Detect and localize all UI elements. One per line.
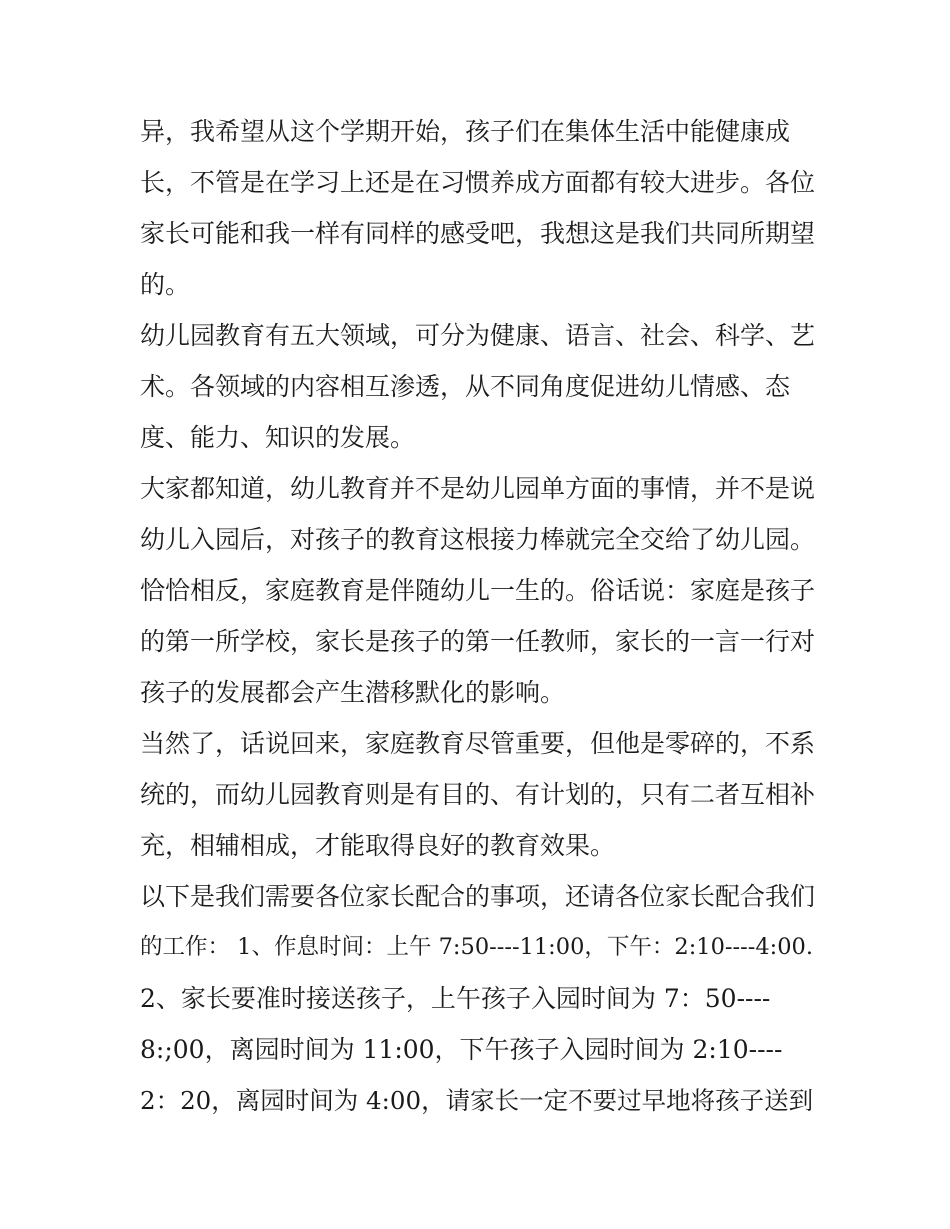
text-line: 长，不管是在学习上还是在习惯养成方面都有较大进步。各位 <box>140 168 816 197</box>
text-line: 大家都知道，幼儿教育并不是幼儿园单方面的事情，并不是说 <box>140 474 816 503</box>
text-line: 2：20，离园时间为 4:00，请家长一定不要过早地将孩子送到 <box>140 1086 814 1115</box>
text-line: 幼儿入园后，对孩子的教育这根接力棒就完全交给了幼儿园。 <box>140 525 816 554</box>
text-line: 充，相辅相成，才能取得良好的教育效果。 <box>140 831 616 860</box>
text-line: 2、家长要准时接送孩子，上午孩子入园时间为 7：50---- <box>140 984 771 1013</box>
text-line: 的工作： 1、作息时间：上午 7:50----11:00，下午：2:10----4:00. <box>140 934 814 960</box>
text-line: 的。 <box>140 270 191 299</box>
text-line: 幼儿园教育有五大领域，可分为健康、语言、社会、科学、艺 <box>140 321 816 350</box>
text-line: 异，我希望从这个学期开始，孩子们在集体生活中能健康成 <box>140 117 791 146</box>
text-line: 8:;00，离园时间为 11:00，下午孩子入园时间为 2:10---- <box>140 1035 783 1064</box>
text-line: 恰恰相反，家庭教育是伴随幼儿一生的。俗话说：家庭是孩子 <box>140 576 816 605</box>
text-line: 家长可能和我一样有同样的感受吧，我想这是我们共同所期望 <box>140 219 816 248</box>
text-line: 孩子的发展都会产生潜移默化的影响。 <box>140 678 566 707</box>
text-line: 统的，而幼儿园教育则是有目的、有计划的，只有二者互相补 <box>140 780 816 809</box>
text-line: 术。各领域的内容相互渗透，从不同角度促进幼儿情感、态 <box>140 372 791 401</box>
document-body <box>140 106 820 1126</box>
text-line: 当然了，话说回来，家庭教育尽管重要，但他是零碎的，不系 <box>140 729 816 758</box>
text-line: 以下是我们需要各位家长配合的事项，还请各位家长配合我们 <box>140 882 816 911</box>
text-line: 的第一所学校，家长是孩子的第一任教师，家长的一言一行对 <box>140 627 816 656</box>
text-line: 度、能力、知识的发展。 <box>140 423 416 452</box>
